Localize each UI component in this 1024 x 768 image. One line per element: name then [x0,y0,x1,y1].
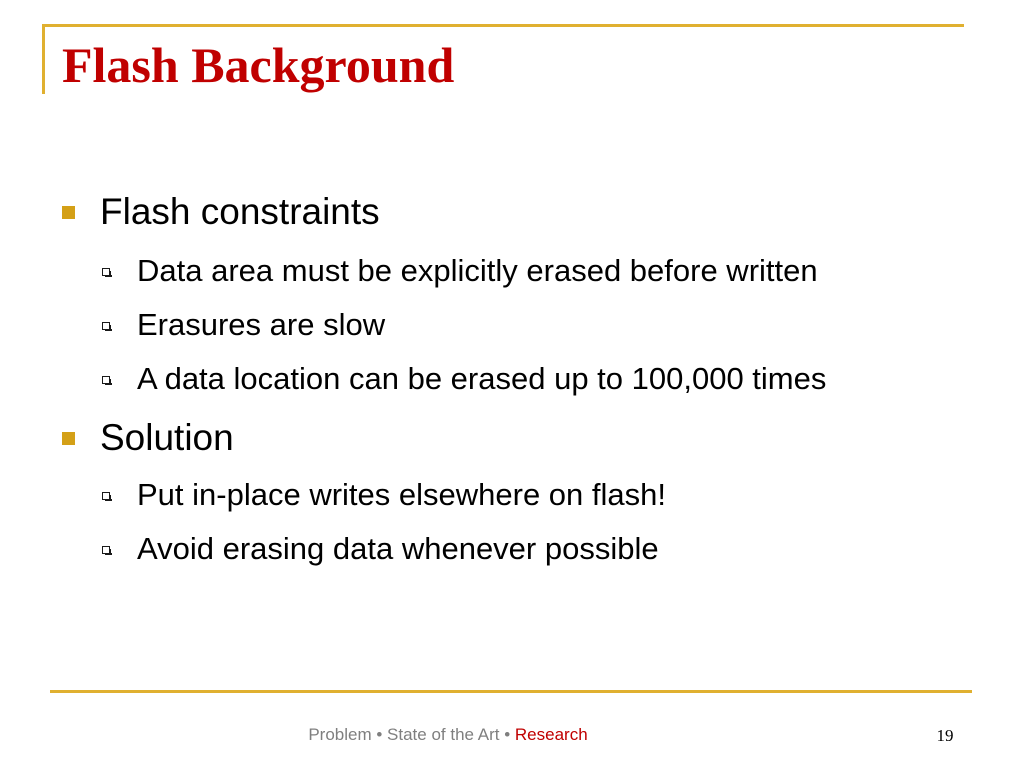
square-bullet-icon [62,432,75,445]
slide-title: Flash Background [62,37,455,93]
hollow-square-bullet-icon [102,376,110,384]
left-border-line [42,24,45,94]
bullet-text: Flash constraints [100,191,380,232]
nav-research-current: Research [514,725,588,744]
nav-problem: Problem [308,725,372,744]
nav-state-of-the-art: State of the Art [387,725,500,744]
hollow-square-bullet-icon [102,322,110,330]
sub-bullet-text: Put in-place writes elsewhere on flash! [137,477,666,512]
sub-bullet-text: Avoid erasing data whenever possible [137,531,659,566]
hollow-square-bullet-icon [102,546,110,554]
page-number: 19 [936,726,954,745]
footer-navigation [0,724,896,746]
hollow-square-bullet-icon [102,268,110,276]
sub-bullet-text: A data location can be erased up to 100,000 times [137,361,827,396]
footer-divider [50,690,972,693]
sub-bullet-text: Data area must be explicitly erased before written [137,253,818,288]
nav-separator: • [371,725,388,744]
bullet-text: Solution [100,417,234,458]
nav-separator: • [499,725,515,744]
top-border-line [42,24,964,27]
square-bullet-icon [62,206,75,219]
hollow-square-bullet-icon [102,492,110,500]
sub-bullet-text: Erasures are slow [137,307,386,342]
